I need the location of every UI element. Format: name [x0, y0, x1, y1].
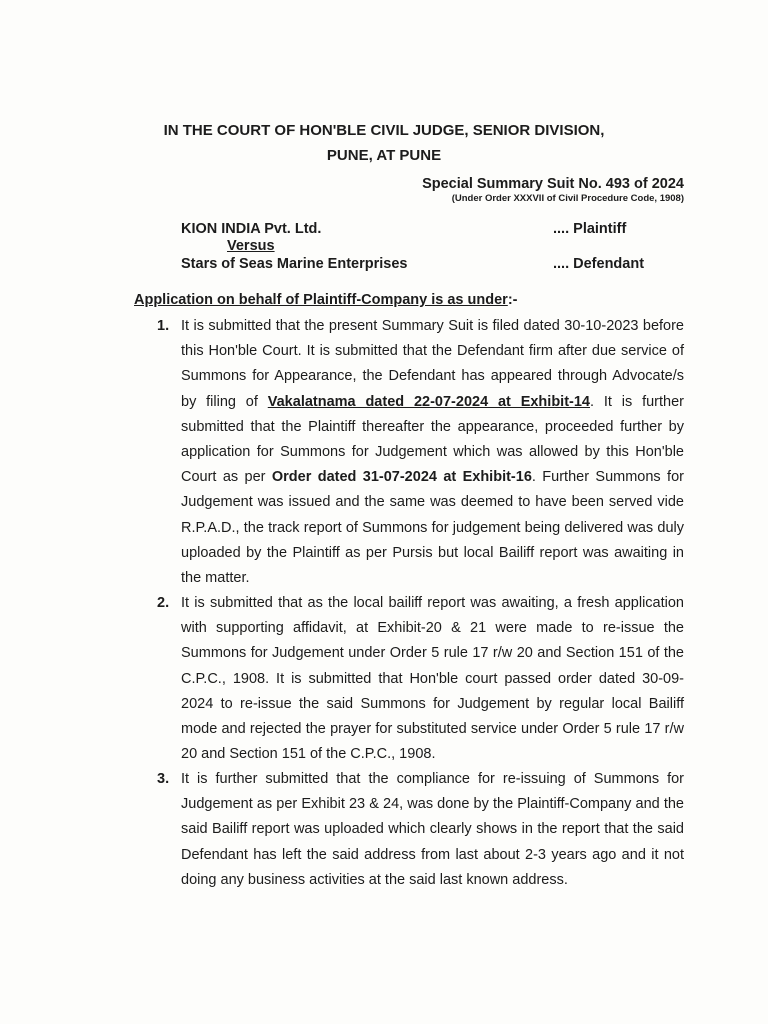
paragraph-1-text-c: . Further Summons for Judgement was issued and the same was deemed to have been served vide R.P.A.D., the track report of Summons for judgement being delivered was duly uploaded by the Plaintiff as per Pursis but local Bailiff report was awaiting in the matter. — [181, 469, 684, 587]
paragraph-1-text-b: . It is further submitted that the Plaintiff thereafter the appearance, proceeded further by application for Summons for Judgement which was allowed by this Hon'ble Court as per — [181, 393, 684, 486]
vakalatnama-reference: Vakalatnama dated 22-07-2024 at Exhibit-14 — [267, 393, 590, 410]
paragraph-2: It is submitted that as the local bailiff report was awaiting, a fresh application with supporting affidavit, at Exhibit-20 & 21 were made to re-issue the Summons for Judgement under Order 5 rule 17 r/w 20 and Section 151 of the C.P.C., 1908. It is submitted that Hon'ble court passed order dated 30-09-2024 to re-issue the said Summons for Judgement by regular local Bailiff mode and rejected the prayer for substituted service under Order 5 rule 17 r/w 20 and Section 151 of the C.P.C., 1908. — [181, 595, 684, 763]
plaintiff-role: .... Plaintiff — [553, 221, 627, 237]
court-heading-line2: PUNE, AT PUNE — [326, 147, 442, 164]
suit-block — [422, 175, 684, 205]
suit-order: (Under Order XXXVII of Civil Procedure Code, 1908) — [451, 193, 684, 204]
paragraph-1-text-a: It is submitted that the present Summary Suit is filed dated 30-10-2023 before this Hon'ble Court. It is submitted that the Defendant firm after due service of Summons for Appearance, the Defendant has appeared through Advocate/s by filing of — [181, 318, 684, 410]
paragraph-number-2: 2. — [157, 595, 170, 611]
plaintiff-name: KION INDIA Pvt. Ltd. — [181, 221, 322, 237]
court-heading — [0, 118, 768, 168]
paragraph-1 — [181, 314, 684, 591]
suit-number: Special Summary Suit No. 493 of 2024 — [422, 176, 684, 192]
defendant-name: Stars of Seas Marine Enterprises — [181, 256, 408, 272]
court-heading-line1: IN THE COURT OF HON'BLE CIVIL JUDGE, SENIOR DIVISION, — [163, 122, 605, 139]
application-heading — [134, 291, 517, 309]
paragraph-3: It is further submitted that the compliance for re-issuing of Summons for Judgement as per Exhibit 23 & 24, was done by the Plaintiff-Company and the said Bailiff report was uploaded which clearly shows in the report that the said Defendant has left the said address from last about 2-3 years ago and it not doing any business activities at the said last known address. — [181, 771, 684, 888]
order-reference: Order dated 31-07-2024 at Exhibit-16 — [271, 469, 532, 486]
application-heading-text: Application on behalf of Plaintiff-Company is as under — [134, 292, 508, 308]
versus-label: Versus — [227, 238, 275, 254]
defendant-role: .... Defendant — [553, 256, 645, 272]
application-heading-suffix: :- — [507, 292, 518, 308]
paragraph-number-1: 1. — [157, 318, 170, 334]
paragraph-number-3: 3. — [157, 771, 170, 787]
